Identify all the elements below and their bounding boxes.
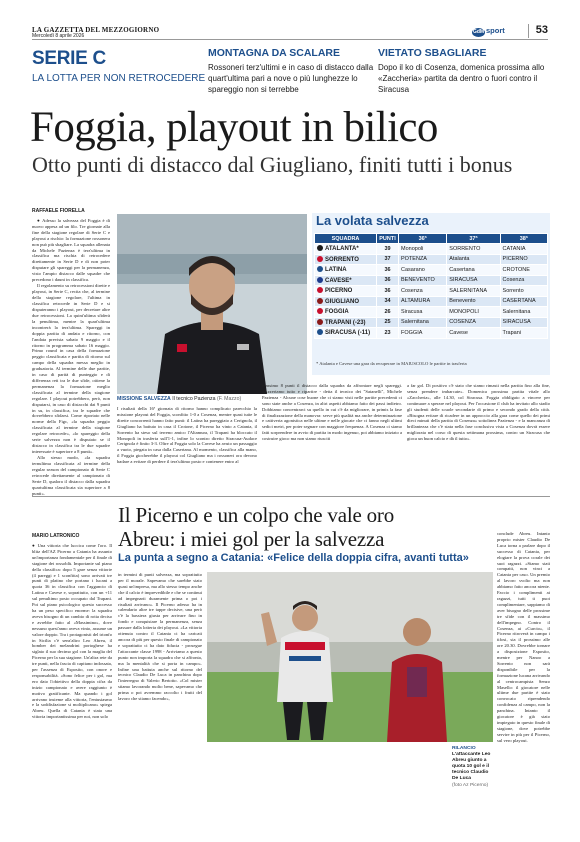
standings-row	[315, 265, 548, 276]
fixture-36-cell: Casarano	[399, 265, 447, 276]
standings-row	[315, 254, 548, 265]
team-crest-icon	[317, 329, 323, 335]
issue-date: Mercoledì 8 aprile 2026	[32, 33, 85, 39]
fixture-38-cell: Sorrento	[500, 286, 547, 297]
points-cell: 36	[377, 265, 399, 276]
article-column-1	[32, 218, 110, 496]
player-photo-caption	[452, 746, 494, 789]
page-number: 53	[528, 24, 548, 38]
column-header: PUNTI	[377, 234, 399, 244]
fixture-38-cell: CROTONE	[500, 265, 547, 276]
team-crest-icon	[317, 287, 323, 293]
fixture-37-cell: SORRENTO	[447, 244, 500, 255]
article2-column-5: conclude Abreu. Intanto proprio mister Claudio De Luca torna a parlare dopo il successo di Catania, per elogiare la prova corale dei suoi ragazzi. «Siamo stati compatti, non vinci a Catania per caso. Un premio al lavoro svolto ma non abbiamo fatto ancora niente. Faccio i complimenti ai ragazzi, tutti ti puoi complimentare, sappiamo di aver bisogno delle prossime tre sfide con il massimo dell'impegno. Contro il Cosenza, ai «Curcio», il Picerno ritroverà in campo i tifosi, sia il prossimo alle ore 20.30. Dovrebbe tornare a disposizione Esposito, mentre per Nanoo a Sorrento non sarà disponibile per la formazione lucana arrivando al centrocampista Senzo Masello: il giocatore nelle ultime due partite è stato convocato riprendendo confidenza al campo, non la panchina. Intanto il giocatore è già stato impiegato in questo finale di stagione, dove potrebbe servire in più per il Picerno, sul vero playout.	[497, 531, 550, 743]
fixture-38-cell: SIRACUSA	[500, 317, 547, 328]
standings-row	[315, 317, 548, 328]
column-header: 38ª	[500, 234, 547, 244]
team-name: TRAPANI (-23)	[325, 319, 366, 326]
article-column-3: I risultati della 16ª giornata di ritorno hanno complicato parecchio la missione playout del Foggia, sconfitto 1-0 a Cosenza, mentre quasi tutte le dirette concorrenti hanno fatto punti: il Latina ha pareggiato a Cerignola, il Giugliano ha battuto in casa il Crotone, il Picerno ha vinto a Catania, il Sorrento ha steso sul terreno amico l'Altamura, il Trapani ha bloccato il Monopoli in trasferta sull'1-1, infine lo scontro diretto Siracusa-Audace Cerignola è finito 3-3. Oltre al Foggia solo la Cavese ha avuto un passaggio a vuoto, piegata in casa dalla Casertana. Al momento, classifica alla mano, il Foggia giocherebbe il playout col Giugliano ma i rossoneri ora devono badare a evitare di perdere il terz'ultimo posto e contenere entro al	[117, 406, 257, 465]
standings-body	[315, 244, 548, 339]
headline-line: Abreu: i miei gol per la salvezza	[118, 527, 385, 551]
newspaper-name: LA GAZZETTA DEL MEZZOGIORNO	[32, 26, 160, 34]
section-title: SERIE C	[32, 48, 106, 69]
article2-headline	[118, 503, 552, 551]
article2-column-1: ● Una vittoria che luccica come l'oro. Il blitz dell'AZ Picerno a Catania ha assunto un'importanza fondamentale per il finale di stagione dei rossoblù. Importante sul piano della classifica: dopo 5 gare senza vittorie (4 pareggi e 1 sconfitta) sono arrivati tre punti di platino che portano i lucani a quota 36 in classifica con l'aggancio di Latina e Cavese e, soprattutto, con un +11 sul penultimo posto occupato dal Trapani. Poi sul piano psicologico questo successo ha un peso specifico enorme: la squadra aveva bisogno di un cambio di rotta deciso e avrebbe fatto al «Massimino», dove nessuno quest'anno aveva vinto, assume un valore doppio. Tra i protagonisti del trionfo in Sicilia c'è senz'altro Leo Abreu, il bomber dei melandrini portoghese ha siglato il suo decimo gol con la maglia del Picerno per la sua stagione. Un'altra rete da tre punti, nella fascia di capitano indossata, per l'assenza di Esposito, con onore e responsabilità. «Sono felice per i gol, ma ero dato l'obiettivo della doppia cifra da inizio campionato e avere raggiunto è motivo gratificante. Ma quando i gol arrivano insieme alla vittoria, l'entusiasmo e la soddisfazione si moltiplicano» spiega Abreu. Quella di Catania è stata una vittoria importantissima per noi, non solo	[32, 543, 112, 720]
coach-photo-illustration	[117, 214, 307, 394]
article2-column-2: in termini di punti salvezza, ma soprattutto per il morale. Sapevamo che sarebbe stato quasi un'impresa, ma allo stesso tempo anche che il calcio è imprevedibile e che se continui ad impegnarti duramente prima o poi i risultati arrivano». Il Picerno adesso ha in calendario altre tre tappe decisive, una però c'è la bassiera giusta per arrivare fino in fondo e conquistare la permanenza, senza passare dalla lotteria dei playout. «La vittoria ottenuta contro il Catania ci ha caricati ancora di più per questo finale di campionato e soprattutto ci ha dato fiducia - prosegue l'attaccante classe 1998 - Arriviamo a questo punto non importa la squadra che si affronta, ma la mentalità che si porta in campo». Infine una battuta anche sul ritorno del tecnico Claudio De Luca in panchina dopo l'interregno di Valerio Bertotto. «Col mister stiamo lavorando molto bene, sapevamo che prima o poi avremmo raccolto i frutti del lavoro che stiamo facendo»,	[118, 572, 202, 702]
team-cell	[315, 307, 377, 318]
fixture-38-cell: Salernitana	[500, 307, 547, 318]
team-cell	[315, 275, 377, 286]
team-crest-icon	[317, 277, 323, 283]
fixture-38-cell: Trapani	[500, 328, 547, 339]
paragraph: ● Adesso la salvezza del Foggia è di nuovo appesa ad un filo. Tre giornate alla fine della stagione regolare di Serie C e playout a rischio: la formazione rossonera non può più sbagliare. La squadra allenata da Michele Pazienza è terz'ultima in classifica ma rischia di retrocedere direttamente in Serie D e di non poter disputare gli spareggi per la permanenza, visto l'ampio distacco dalle squadre che precedono i dauni in classifica.	[32, 218, 110, 283]
team-name: ATALANTA*	[325, 246, 359, 253]
team-cell	[315, 296, 377, 307]
fixture-36-cell: POTENZA	[399, 254, 447, 265]
standings-row	[315, 286, 548, 297]
team-cell	[315, 286, 377, 297]
fixture-38-cell: PICERNO	[500, 254, 547, 265]
fixture-37-cell: COSENZA	[447, 317, 500, 328]
fixture-37-cell: SIRACUSA	[447, 275, 500, 286]
points-cell: 39	[377, 244, 399, 255]
team-crest-icon	[317, 256, 323, 262]
article-column-4: massimo 8 punti il distacco dalla squadra da affrontare negli spareggi. «Azzeriamo tutto e ripartire - detta il tecnico dei "Satanelli", Michele Pazienza - Alcune cose buone che ci siamo visti nelle partite precedenti ci sono state anche a Cosenza, in altri aspetti abbiamo fatto dei passi indietro. Dobbiamo concentrarci su quello in cui c'è da migliorare, in primis la fase di finalizzazione della manovra: serve più qualità ma anche determinazione e cattiveria agonistica nelle ultime e nelle giocate che ci fanno negli ultimi sedici metri, per poter segnare con maggiore frequenza. A Cosenza ci siamo fatti sorprendere in avvio di partita in modo ingenuo, poi abbiamo iniziato a costruire gioco ma non siamo riusciti	[262, 383, 402, 442]
team-name: LATINA	[325, 267, 347, 274]
team-name: CAVESE*	[325, 277, 352, 284]
fixture-37-cell: MONOPOLI	[447, 307, 500, 318]
divider	[32, 496, 550, 497]
fixture-38-cell: Cosenza	[500, 275, 547, 286]
team-crest-icon	[317, 245, 323, 251]
teaser-2	[378, 47, 550, 95]
team-name: FOGGIA	[325, 309, 349, 316]
teaser-title: MONTAGNA DA SCALARE	[208, 47, 341, 59]
caption-label: RILANCIO	[452, 746, 476, 751]
column-header: SQUADRA	[315, 234, 377, 244]
headline-line: Il Picerno e un colpo che vale oro	[118, 503, 395, 527]
team-crest-icon	[317, 298, 323, 304]
section-subtitle: LA LOTTA PER NON RETROCEDERE	[32, 73, 206, 84]
paragraph: Il regolamento su retrocessioni dirette e playout, in Serie C, recita che, al termine della stagione regolare, l'ultima in classifica retrocede in Serie D e si disputeranno i playout, per decretare altre due retrocessioni. La quint'ultima sfiderà la penultima, mentre la quart'ultima incontrerà la terz'ultima. Spareggi in doppia partita di andata e ritorno, con l'andata prevista sabato 9 maggio e il ritorno in programma sabato 16 maggio. Primo round in casa della formazione peggio classificata e partita di ritorno sul campo della squadra messa meglio in graduatoria. Al termine delle due partite, in caso di parità di punteggio e di differenza reti tra le due sfide, ottiene la permanenza la formazione meglio classificata al termine della stagione regolare. I playout potrebbero, però, non disputarsi, in caso di distacchi dai 9 punti in su, in classifica, tra le squadre che dovrebbero sfidarsi. Come riportato nelle norme della Figc, «la squadra peggio classificata al termine della stagione regolare retrocede», «lo spareggio della serie salvezza non è disputato se il distacco in classifica tra le due squadre interessate è superiore a 8 punti».	[32, 283, 110, 454]
team-crest-icon	[317, 308, 323, 314]
points-cell: 36	[377, 275, 399, 286]
standings-row	[315, 275, 548, 286]
standings-row	[315, 307, 548, 318]
team-cell	[315, 265, 377, 276]
team-name: SORRENTO	[325, 256, 359, 263]
teaser-title: VIETATO SBAGLIARE	[378, 47, 487, 59]
team-name: SIRACUSA (-11)	[325, 330, 371, 337]
fixture-36-cell: Cosenza	[399, 286, 447, 297]
column-header: 37ª	[447, 234, 500, 244]
brand-word: sport	[486, 26, 505, 35]
caption-label: MISSIONE SALVEZZA	[117, 396, 171, 402]
fixture-36-cell: BENEVENTO	[399, 275, 447, 286]
standings-title: La volata salvezza	[316, 213, 429, 228]
player-photo	[207, 572, 493, 742]
points-cell: 26	[377, 307, 399, 318]
team-name: GIUGLIANO	[325, 298, 359, 305]
team-name: PICERNO	[325, 288, 353, 295]
article-headline: Foggia, playout in bilico	[30, 104, 438, 151]
fixture-37-cell: Atalanta	[447, 254, 500, 265]
fixture-38-cell: CATANIA	[500, 244, 547, 255]
caption-credit: (foto Az Picerno)	[452, 782, 489, 788]
masthead	[32, 26, 548, 40]
team-cell	[315, 317, 377, 328]
caption-credit: (F. Mazzo)	[216, 396, 242, 402]
points-cell: 36	[377, 286, 399, 297]
team-crest-icon	[317, 266, 323, 272]
standings-row	[315, 244, 548, 255]
fixture-37-cell: Cavese	[447, 328, 500, 339]
team-cell	[315, 328, 377, 339]
points-cell: 37	[377, 254, 399, 265]
article2-subheadline: La punta a segno a Catania: «Felice della doppia cifra, avanti tutta»	[118, 552, 469, 564]
team-cell	[315, 254, 377, 265]
fixture-36-cell: ALTAMURA	[399, 296, 447, 307]
caption-text: L'attaccante Leo Abreu giunto a quota 10 gol e il tecnico Claudio De Luca	[452, 752, 491, 782]
team-cell	[315, 244, 377, 255]
fixture-37-cell: Casertana	[447, 265, 500, 276]
fixture-37-cell: Benevento	[447, 296, 500, 307]
points-cell: 23	[377, 328, 399, 339]
coach-photo	[117, 214, 307, 394]
paragraph: Allo stesso modo, «la squadra ternultima classificata al termine della regular season del campionato di Serie C retrocede direttamente al campionato di Serie D, qualora il distacco dalla squadra quartultima classificata sia superiore a 8 punti».	[32, 455, 110, 496]
caption-text: Il tecnico Pazienza	[172, 396, 216, 402]
standings-box	[312, 213, 550, 375]
fixture-37-cell: SALERNITANA	[447, 286, 500, 297]
fixture-36-cell: FOGGIA	[399, 328, 447, 339]
article2-byline: MARIO LATRONICO	[32, 533, 80, 539]
standings-note: * Atalanta e Cavese una gara da recuperare in MAIUSCOLO le partite in trasferta	[316, 361, 467, 366]
teaser-1	[208, 47, 374, 95]
points-cell: 34	[377, 296, 399, 307]
article-subheadline: Otto punti di distacco dal Giugliano, finiti tutti i bonus	[32, 152, 513, 177]
player-photo-illustration	[207, 572, 493, 742]
article-byline: RAFFAELE FIORELLA	[32, 208, 85, 214]
fixture-36-cell: Salernitana	[399, 317, 447, 328]
column-header: 36ª	[399, 234, 447, 244]
standings-table	[314, 233, 548, 339]
sport-brand	[472, 26, 524, 38]
fixture-36-cell: Monopoli	[399, 244, 447, 255]
fixture-38-cell: CASERTANA	[500, 296, 547, 307]
standings-row	[315, 328, 548, 339]
teaser-text: Dopo il ko di Cosenza, domenica prossima allo «Zaccheria» partita da dentro o fuori contro il Siracusa	[378, 63, 545, 94]
gdm-logo-icon: GdM	[472, 29, 485, 35]
article-column-5: a far gol. Di positivo c'è stato che siamo rimasti nella partita fino alla fine, senza prendere imbarcate». Domenica prossima partita vitale allo «Zaccheria», alle 14.30, col Siracusa. Foggia obbligato a vincere per continuare a sperare nel playout. Per l'occasione il club ha invitato allo stadio gli studenti delle scuole secondarie di primo e secondo grado della città. «Bisogna evitare di ricadere in un approccio alla gara come quello dei primi dieci minuti della partita di Cosenza» sottolinea Pazienza - e la mancanza di brillantezza che c'è stata nella fase conclusiva vista a Cosenza dovrà essere migliorata nel corso di questa settimana prossima, contro un Siracusa che gioca un buon calcio e dà il tutto».	[407, 383, 550, 442]
points-cell: 25	[377, 317, 399, 328]
standings-header-row	[315, 234, 548, 244]
teaser-text: Rossoneri terz'ultimi e in caso di distacco dalla quart'ultima pari a nove o più lunghezze lo spareggio non si terrebbe	[208, 63, 374, 94]
fixture-36-cell: Siracusa	[399, 307, 447, 318]
standings-row	[315, 296, 548, 307]
team-crest-icon	[317, 319, 323, 325]
